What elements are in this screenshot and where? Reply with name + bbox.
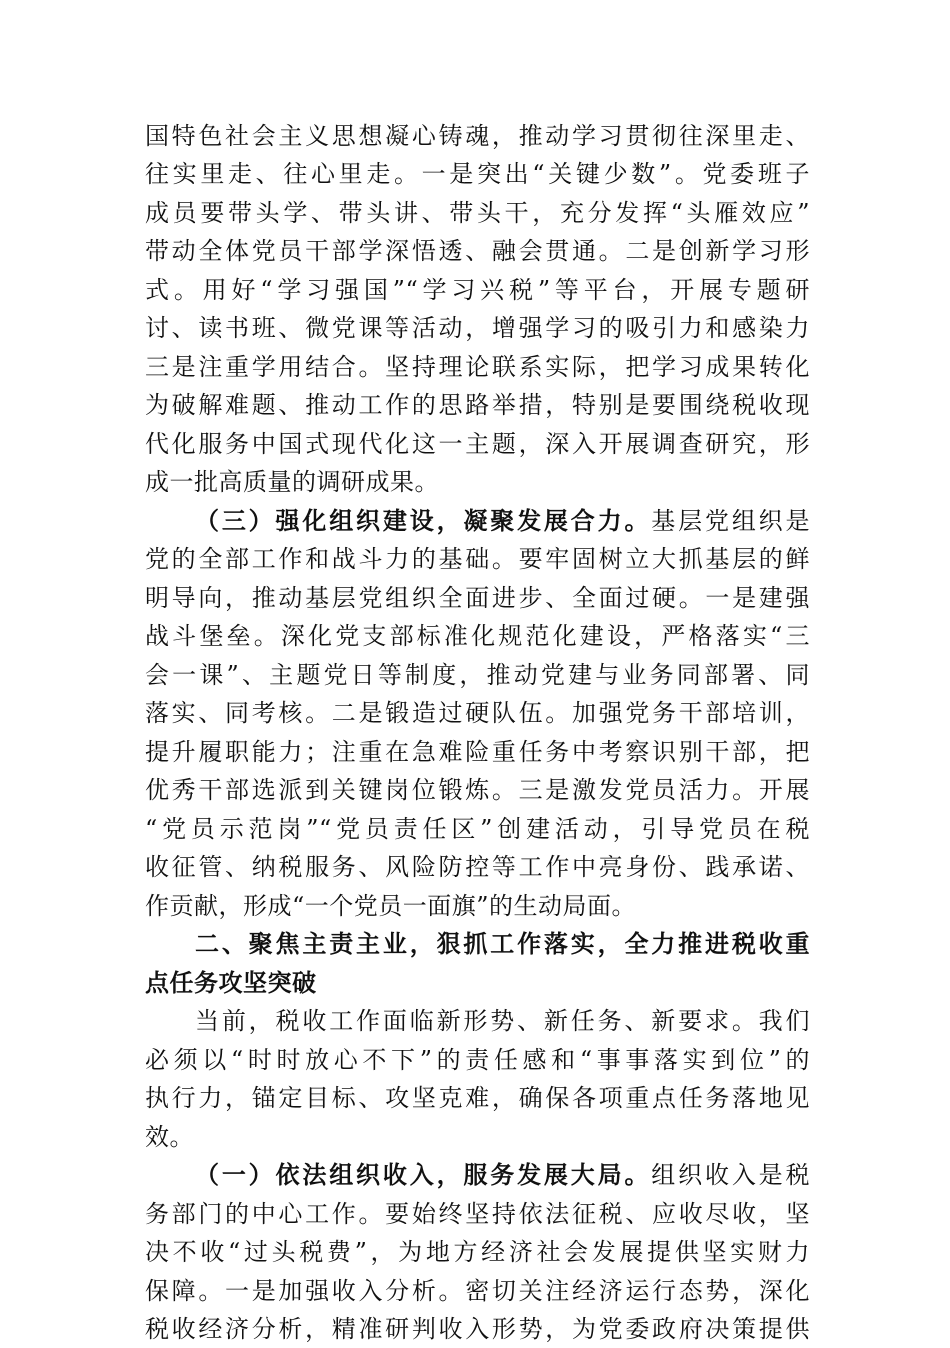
- body-line: 代化服务中国式现代化这一主题，深入开展调查研究，形: [145, 430, 810, 458]
- body-line: 执行力，锚定目标、攻坚克难，确保各项重点任务落地见: [145, 1084, 810, 1112]
- body-line: 式。用好“学习强国”“学习兴税”等平台，开展专题研: [145, 276, 810, 304]
- body-line: 为破解难题、推动工作的思路举措，特别是要围绕税收现: [145, 391, 810, 419]
- body-line: 必须以“时时放心不下”的责任感和“事事落实到位”的: [145, 1046, 810, 1074]
- body-line: 成员要带头学、带头讲、带头干，充分发挥“头雁效应”: [145, 199, 810, 227]
- body-line: 决不收“过头税费”，为地方经济社会发展提供坚实财力: [145, 1238, 810, 1266]
- body-line: “党员示范岗”“党员责任区”创建活动，引导党员在税: [145, 815, 810, 843]
- subsection-lead-line: [195, 1156, 810, 1194]
- body-line: 作贡献，形成“一个党员一面旗”的生动局面。: [145, 892, 637, 920]
- body-line: 成一批高质量的调研成果。: [145, 468, 439, 496]
- section-heading: 点任务攻坚突破: [145, 969, 317, 997]
- subsection-heading: （一）依法组织收入，服务发展大局。: [195, 1160, 652, 1189]
- body-line: 会一课”、主题党日等制度，推动党建与业务同部署、同: [145, 661, 810, 689]
- section-heading: 二、聚焦主责主业，狠抓工作落实，全力推进税收重: [195, 930, 810, 958]
- body-line: 税收经济分析，精准研判收入形势，为党委政府决策提供: [145, 1315, 810, 1343]
- subsection-lead-line: [195, 502, 810, 540]
- body-line: 国特色社会主义思想凝心铸魂，推动学习贯彻往深里走、: [145, 122, 810, 150]
- subsection-lead-text: 组织收入是税: [651, 1161, 811, 1189]
- body-line: 往实里走、往心里走。一是突出“关键少数”。党委班子: [145, 160, 810, 188]
- subsection-heading: （三）强化组织建设，凝聚发展合力。: [195, 506, 652, 535]
- body-line: 明导向，推动基层党组织全面进步、全面过硬。一是建强: [145, 584, 810, 612]
- body-line: 务部门的中心工作。要始终坚持依法征税、应收尽收，坚: [145, 1200, 810, 1228]
- body-line: 党的全部工作和战斗力的基础。要牢固树立大抓基层的鲜: [145, 545, 810, 573]
- body-line: 三是注重学用结合。坚持理论联系实际，把学习成果转化: [145, 353, 810, 381]
- body-line: 当前，税收工作面临新形势、新任务、新要求。我们: [195, 1007, 810, 1035]
- subsection-lead-text: 基层党组织是: [651, 507, 811, 535]
- body-line: 收征管、纳税服务、风险防控等工作中亮身份、践承诺、: [145, 853, 810, 881]
- body-line: 提升履职能力；注重在急难险重任务中考察识别干部，把: [145, 738, 810, 766]
- body-line: 效。: [145, 1123, 194, 1151]
- body-line: 带动全体党员干部学深悟透、融会贯通。二是创新学习形: [145, 237, 810, 265]
- body-line: 保障。一是加强收入分析。密切关注经济运行态势，深化: [145, 1277, 810, 1305]
- body-line: 讨、读书班、微党课等活动，增强学习的吸引力和感染力: [145, 314, 810, 342]
- body-line: 落实、同考核。二是锻造过硬队伍。加强党务干部培训，: [145, 699, 810, 727]
- body-line: 战斗堡垒。深化党支部标准化规范化建设，严格落实“三: [145, 622, 810, 650]
- body-line: 优秀干部选派到关键岗位锻炼。三是激发党员活力。开展: [145, 776, 810, 804]
